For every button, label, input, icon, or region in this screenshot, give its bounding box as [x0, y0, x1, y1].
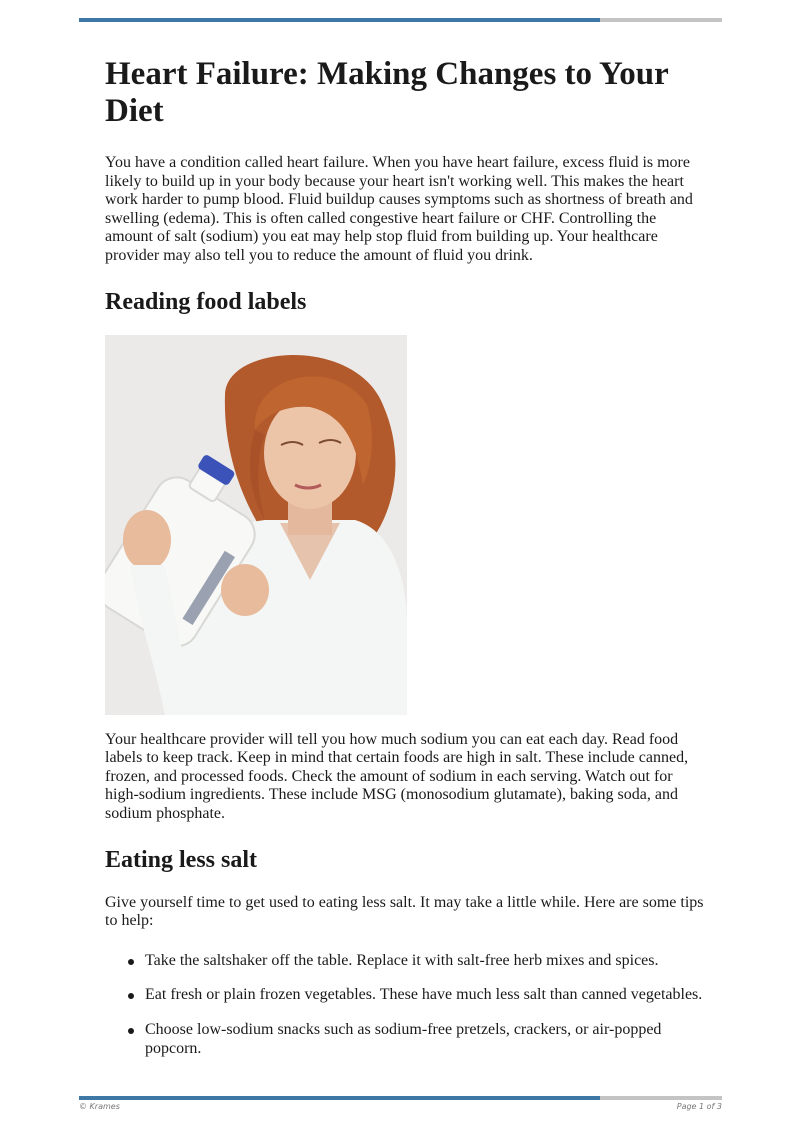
tip-text: Eat fresh or plain frozen vegetables. These have much less salt than canned vegetables. — [145, 986, 703, 1004]
list-item — [105, 986, 705, 1005]
less-salt-paragraph: Give yourself time to get used to eating less salt. It may take a little while. Here are some tips to help: — [105, 893, 704, 930]
food-labels-paragraph: Your healthcare provider will tell you how much sodium you can eat each day. Read food labels to keep track. Keep in mind that certain foods are high in salt. These include canned, frozen, and processed foods. Check the amount of sodium in each serving. Watch out for high-sodium ingredients. These include MSG (monosodium glutamate), baking soda, and sodium phosphate. — [105, 730, 689, 822]
section-heading-less-salt: Eating less salt — [105, 846, 258, 873]
list-item — [105, 1021, 705, 1058]
page-title: Heart Failure: Making Changes to Your Diet — [105, 56, 669, 129]
bottom-progress-fill — [79, 1096, 600, 1100]
bullet-icon — [128, 993, 134, 999]
footer-copyright: © Krames — [79, 1102, 120, 1111]
intro-paragraph: You have a condition called heart failure. When you have heart failure, excess fluid is more likely to build up in your body because your heart isn't working well. This makes the heart work harder to pump blood. Fluid buildup causes symptoms such as shortness of breath and swelling (edema). This is often called congestive heart failure or CHF. Controlling the amount of salt (sodium) you eat may help stop fluid from building up. Your healthcare provider may also tell you to reduce the amount of fluid you drink. — [105, 154, 693, 264]
tips-list — [105, 952, 705, 1058]
top-progress-bar — [79, 18, 722, 22]
document-body — [105, 56, 705, 1074]
tip-text: Take the saltshaker off the table. Replace it with salt-free herb mixes and spices. — [145, 951, 659, 969]
bullet-icon — [128, 1028, 134, 1034]
bullet-icon — [128, 959, 134, 965]
top-progress-fill — [79, 18, 600, 22]
tip-text: Choose low-sodium snacks such as sodium-free pretzels, crackers, or air-popped popcorn. — [145, 1020, 662, 1057]
section-heading-food-labels: Reading food labels — [105, 288, 307, 315]
footer-page-number: Page 1 of 3 — [676, 1102, 722, 1111]
woman-reading-milk-label-photo — [105, 335, 407, 715]
bottom-progress-bar — [79, 1096, 722, 1100]
list-item — [105, 952, 705, 971]
